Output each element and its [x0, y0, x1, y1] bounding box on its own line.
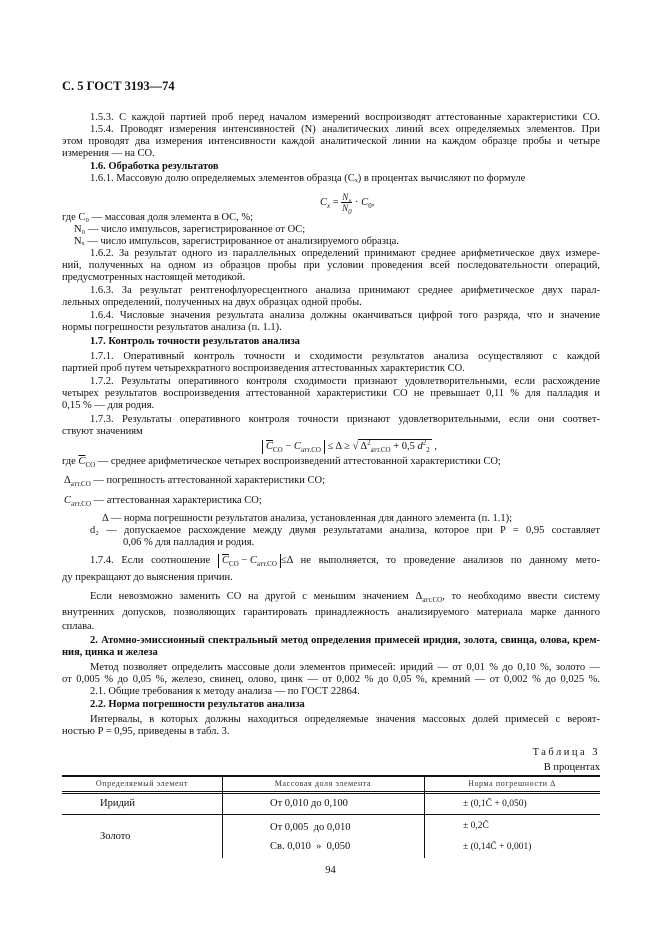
formula-operator: − — [285, 441, 292, 452]
where-c-att — [64, 494, 262, 507]
text-line: нормы погрешности результатов анализа (п. 1.1). — [62, 322, 282, 333]
formula-operator: + 0,5 — [393, 441, 415, 452]
text-line: ду прекращают до выяснения причин. — [62, 572, 233, 583]
formula-operator: = — [332, 196, 339, 208]
formula-symbol: C — [320, 196, 328, 208]
formula-abs — [262, 440, 325, 454]
text-line: Метод позволяет определить массовые доли элементов примесей: иридий — от 0,01 % до 0,10 %, золото — — [90, 662, 600, 673]
text-line: 1.6.1. Массовую долю определяемых элементов образца (Cₓ) в процентах вычисляют по формуле — [90, 173, 526, 184]
formula-symbol: Δ — [415, 591, 423, 602]
text-line: внутренних допусков, позволяющих гарантировать принадлежность анализируемого материала марке данного — [62, 607, 600, 618]
where-cco — [62, 455, 501, 468]
formula-punct: , — [371, 196, 375, 208]
text: Если невозможно заменить СО на другой с меньшим значением — [90, 591, 409, 602]
table-header: Определяемый элемент — [95, 779, 189, 788]
table-3 — [62, 775, 600, 858]
where-label: где — [62, 456, 76, 467]
formula-symbol: C — [249, 555, 257, 566]
formula-symbol: C — [361, 196, 369, 208]
fraction-numerator — [341, 192, 352, 203]
text-line: 0,15 % — для родия. — [62, 400, 155, 411]
text-line: Δ — норма погрешности результатов анализа, установленная для данного элемента (п. 1.1); — [102, 513, 512, 524]
table-rule — [62, 793, 600, 794]
formula-operator: · — [355, 196, 359, 208]
where-delta-att — [64, 474, 325, 487]
table-header: Норма погрешности Δ — [468, 779, 556, 788]
definition-text: — погрешность аттестованной характеристики СО; — [93, 475, 326, 486]
formula-subscript: x — [348, 196, 352, 205]
text-line: где C₀ — массовая доля элемента в ОС, %; — [62, 212, 254, 223]
formula-operator: ≤ Δ ≥ — [327, 441, 350, 452]
text-line: 2.1. Общие требования к методу анализа — по ГОСТ 22864. — [90, 686, 360, 697]
section-heading: 1.6. Обработка результатов — [90, 161, 219, 172]
text-line: Интервалы, в которых должны находиться определяемые значения массовых долей примесей с вероят- — [90, 714, 600, 725]
text-line: 1.6.3. За результат рентгенофлуоресцентного анализа принимают среднее арифметическое двух парал- — [90, 285, 600, 296]
table-rule — [62, 791, 600, 792]
text-line: ностью P = 0,95, приведены в табл. 3. — [62, 726, 230, 737]
formula-symbol: Δ — [64, 475, 71, 486]
table-header: Массовая доля элемента — [274, 779, 372, 788]
text-line: лельных определений, полученных на двух образцах одной пробы. — [62, 297, 362, 308]
table-title: Таблица 3 — [532, 747, 600, 758]
formula-subscript: CO — [85, 461, 96, 470]
text-line: четырех результатов воспроизведения аттестованной характеристики СО не превышает 0,11 % для палладия и — [62, 388, 600, 399]
text: , то необходимо ввести систему — [442, 591, 601, 602]
text-line: 1.7.1. Оперативный контроль точности и сходимости результатов анализа осуществляют с каждой — [90, 351, 600, 362]
definition-text: — среднее арифметическое четырех воспроизведений аттестованной характеристики СО; — [97, 456, 501, 467]
page-number: 94 — [325, 865, 336, 876]
formula-punct: , — [434, 441, 438, 452]
formula-symbol: $\overline{C}$ — [221, 555, 229, 566]
formula-fraction — [341, 192, 352, 216]
definition-text: — аттестованная характеристика СО; — [93, 495, 262, 506]
text: 1.7.4. Если соотношение — [90, 555, 211, 566]
table-rule — [62, 814, 600, 815]
table-cell-norm: ± 0,2C̄ — [463, 821, 489, 831]
section-heading: 2. Атомно-эмиссионный спектральный метод определения примесей иридия, золота, свинца, олова, крем- — [90, 635, 600, 646]
formula-subscript: CO — [228, 560, 239, 569]
text-line: 1.5.4. Проводят измерения интенсивностей (N) аналитических линий всех определяемых элементов. При — [90, 124, 600, 135]
text-line: 1.7.3. Результаты оперативного контроля точности признают удовлетворительными, если они соответ- — [90, 414, 600, 425]
formula-radicand — [358, 439, 431, 453]
formula-operator: ≤Δ — [280, 555, 293, 566]
sqrt-icon: √ — [352, 441, 359, 452]
formula-subscript: атт.СО — [300, 446, 321, 455]
formula-abs — [218, 554, 281, 568]
table-cell-element: Иридий — [100, 798, 136, 809]
text-line: 1.6.2. За результат одного из параллельных определений принимают среднее арифметическое двух измере- — [90, 248, 600, 259]
section-heading: 1.7. Контроль точности результатов анализа — [90, 336, 300, 347]
formula-operator: − — [241, 555, 248, 566]
text-line: ствуют значениям — [62, 426, 143, 437]
text-line: Nₓ — число импульсов, зарегистрированное от анализируемого образца. — [74, 236, 399, 247]
text-line: N₀ — число импульсов, зарегистрированное от ОС; — [74, 224, 306, 235]
text-line: от 0,005 % до 0,05 %, железо, свинец, олово, цинк — от 0,002 % до 0,05 %, кремний — от 0,002 % до 0,025 %. — [62, 674, 600, 685]
formula-accuracy — [262, 439, 437, 455]
formula-subscript: x — [327, 202, 331, 210]
text-line: 1.7.2. Результаты оперативного контроля сходимости признают удовлетворительными, если расхождение — [90, 376, 600, 387]
formula-subscript: CO — [273, 446, 283, 455]
formula-subscript: атт.СО — [422, 596, 443, 605]
formula-symbol: $\overline{C}$ — [266, 441, 274, 452]
table-cell-range: От 0,005 до 0,010 — [270, 822, 351, 833]
formula-subscript: атт.СО — [370, 446, 391, 455]
table-cell-norm: ± (0,1C̄ + 0,050) — [463, 799, 527, 809]
text-line: ний, полученных на одном из образцов пробы при условии проведения всей последовательности операций, — [62, 260, 600, 271]
formula-subscript: атт.СО — [256, 560, 277, 569]
formula-subscript: 2 — [426, 446, 430, 455]
paragraph-if-replace — [90, 590, 600, 603]
formula-symbol: C — [293, 441, 301, 452]
table-cell-range: Св. 0,010 » 0,050 — [270, 841, 351, 852]
formula-symbol: C — [64, 495, 72, 506]
section-heading: 2.2. Норма погрешности результатов анализа — [90, 699, 305, 710]
table-unit: В процентах — [543, 762, 600, 773]
table-cell-norm: ± (0,14C̄ + 0,001) — [463, 842, 532, 852]
text-line: 1.5.3. С каждой партией проб перед началом измерений воспроизводят аттестованные характеристики СО. — [90, 112, 600, 123]
text-line: 0,06 % для палладия и родия. — [123, 537, 255, 548]
formula-symbol: d — [417, 441, 423, 452]
text-line: этом проводят два измерения интенсивности каждой аналитической линии на каждом образце пробы и четыре — [62, 136, 600, 147]
formula-subscript: атт.СО — [70, 480, 91, 489]
text-line: d₂ — допускаемое расхождение между двумя результатами анализа, которое при P = 0,95 составляет — [90, 525, 600, 536]
formula-superscript: 2 — [422, 438, 427, 447]
text-line: 1.6.4. Числовые значения результата анализа должны оканчиваться цифрой того разряда, что и значение — [90, 310, 600, 321]
formula-superscript: 2 — [367, 438, 371, 447]
fraction-denominator — [342, 203, 352, 216]
formula-symbol: Δ — [360, 441, 368, 452]
formula-cx — [320, 192, 375, 216]
formula-subscript: атт.СО — [71, 500, 92, 509]
formula-subscript: 0 — [348, 207, 352, 216]
paragraph-1-7-4 — [90, 553, 600, 569]
text: не выполняется, то проведение анализов по данному мето- — [300, 555, 601, 566]
page-header: С. 5 ГОСТ 3193—74 — [62, 79, 175, 93]
formula-symbol: N — [342, 192, 349, 202]
formula-subscript: 0 — [368, 202, 372, 210]
text-line: партией проб путем четырехкратного воспроизведения аттестованных характеристик СО. — [62, 363, 465, 374]
formula-symbol: $\overline{C}$ — [78, 456, 86, 467]
section-heading: ния, цинка и железа — [62, 647, 158, 658]
text-line: предусмотренных настоящей методикой. — [62, 272, 246, 283]
text-line: измерения — на СО. — [62, 148, 155, 159]
text-line: сплава. — [62, 621, 95, 632]
formula-symbol: N — [342, 203, 349, 213]
table-cell-range: От 0,010 до 0,100 — [270, 798, 348, 809]
table-cell-element: Золото — [100, 831, 131, 842]
